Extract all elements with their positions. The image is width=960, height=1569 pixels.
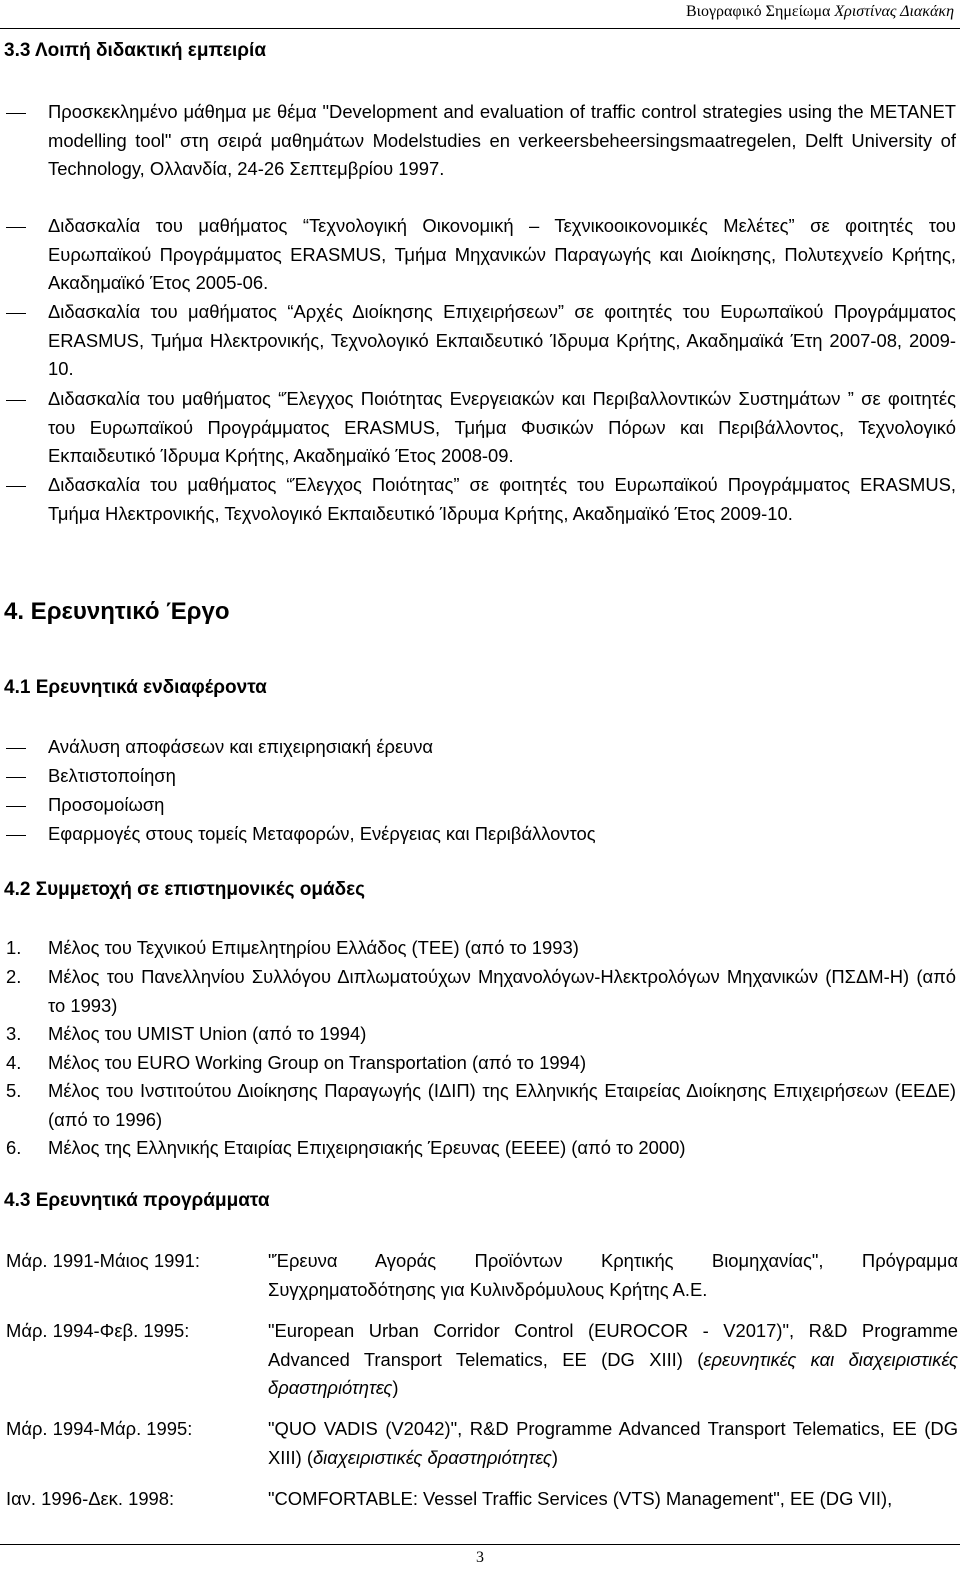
dash-bullet: [6, 486, 26, 487]
project-3: [268, 1415, 958, 1472]
project-4: "COMFORTABLE: Vessel Traffic Services (VTS) Management", ΕΕ (DG VII),: [268, 1488, 893, 1509]
membership-num: 4.: [6, 1052, 22, 1073]
dash-bullet: [6, 227, 26, 228]
project-2: [268, 1317, 958, 1403]
project-2-tail: ): [392, 1377, 399, 1399]
membership-item-5: Μέλος του Ινστιτούτου Διοίκησης Παραγωγής (ΙΔΙΠ) της Ελληνικής Εταιρείας Διοίκησης Επιχειρήσεων (ΕΕΔΕ) (από το 1996): [48, 1080, 956, 1130]
project-date-3: Μάρ. 1994-Μάρ. 1995:: [6, 1418, 193, 1439]
teaching-item-4: Διδασκαλία του μαθήματος “Έλεγχος Ποιότητας Ενεργειακών και Περιβαλλοντικών Συστημάτων ” σε φοιτητές του Ευρωπαϊκού Προγράμματος ERASMUS, Τμήμα Φυσικών Πόρων και Περιβάλλοντος, Τεχνολογικό Εκπαιδευτικό Ίδρυμα Κρήτης, Ακαδημαϊκό Έτος 2008-09.: [48, 388, 956, 467]
section-3-3-title: 3.3 Λοιπή διδακτική εμπειρία: [4, 40, 267, 61]
membership-num: 2.: [6, 966, 22, 987]
membership-num: 3.: [6, 1023, 22, 1044]
running-title-name: Χριστίνας Διακάκη: [834, 3, 954, 20]
project-3-role: διαχειριστικές δραστηριότητες: [312, 1446, 552, 1468]
section-4-title: 4. Ερευνητικό Έργο: [4, 598, 230, 625]
membership-num: 1.: [6, 937, 22, 958]
running-header: [686, 3, 954, 21]
project-2-text: "European Urban Corridor Control (EUROCOR - V2017)", R&D Programme Advanced Transport Telematics, ΕΕ (DG XIII) (: [268, 1320, 958, 1370]
section-4-2-title: 4.2 Συμμετοχή σε επιστημονικές ομάδες: [4, 879, 366, 900]
project-date-4: Ιαν. 1996-Δεκ. 1998:: [6, 1488, 175, 1509]
teaching-item-3: Διδασκαλία του μαθήματος “Αρχές Διοίκησης Επιχειρήσεων” σε φοιτητές του Ευρωπαϊκού Προγράμματος ERASMUS, Τμήμα Ηλεκτρονικής, Τεχνολογικό Εκπαιδευτικό Ίδρυμα Κρήτης, Ακαδημαϊκά Έτη 2007-08, 2009-10.: [48, 301, 956, 380]
project-3-tail: ): [551, 1446, 558, 1468]
membership-item-6: Μέλος της Ελληνικής Εταιρίας Επιχειρησιακής Έρευνας (ΕΕΕΕ) (από το 2000): [48, 1137, 686, 1158]
membership-item-2: Μέλος του Πανελληνίου Συλλόγου Διπλωματούχων Μηχανολόγων-Ηλεκτρολόγων Μηχανικών (ΠΣΔΜ-Η) (από το 1993): [48, 966, 956, 1016]
dash-bullet: [6, 748, 26, 749]
membership-item-1: Μέλος του Τεχνικού Επιμελητηρίου Ελλάδος (ΤΕΕ) (από το 1993): [48, 937, 579, 958]
header-rule: [0, 28, 960, 29]
page-number: 3: [476, 1549, 484, 1566]
section-4-3-title: 4.3 Ερευνητικά προγράμματα: [4, 1190, 270, 1211]
interest-item-2: Βελτιστοποίηση: [48, 765, 176, 786]
dash-bullet: [6, 113, 26, 114]
teaching-item-5: Διδασκαλία του μαθήματος “Έλεγχος Ποιότητας” σε φοιτητές του Ευρωπαϊκού Προγράμματος ERASMUS, Τμήμα Ηλεκτρονικής, Τεχνολογικό Εκπαιδευτικό Ίδρυμα Κρήτης, Ακαδημαϊκό Έτος 2009-10.: [48, 474, 956, 524]
teaching-item-1: Προσκεκλημένο μάθημα με θέμα "Development and evaluation of traffic control strategies using the METANET modelling tool" στη σειρά μαθημάτων Modelstudies en verkeersbeheersingsmaatregelen, Delft University of Technology, Ολλανδία, 24-26 Σεπτεμβρίου 1997.: [48, 101, 956, 180]
membership-num: 5.: [6, 1080, 22, 1101]
running-title-text: Βιογραφικό Σημείωμα: [685, 3, 831, 20]
project-date-1: Μάρ. 1991-Μάιος 1991:: [6, 1250, 200, 1271]
footer-rule: [0, 1544, 960, 1545]
dash-bullet: [6, 835, 26, 836]
interest-item-4: Εφαρμογές στους τομείς Μεταφορών, Ενέργειας και Περιβάλλοντος: [48, 823, 596, 844]
project-1: "Έρευνα Αγοράς Προϊόντων Κρητικής Βιομηχανίας", Πρόγραμμα Συγχρηματοδότησης για Κυλινδρόμυλους Κρήτης Α.Ε.: [268, 1250, 958, 1300]
dash-bullet: [6, 806, 26, 807]
interest-item-1: Ανάλυση αποφάσεων και επιχειρησιακή έρευνα: [48, 736, 434, 757]
membership-item-3: Μέλος του UMIST Union (από το 1994): [48, 1023, 367, 1044]
dash-bullet: [6, 400, 26, 401]
teaching-item-2: Διδασκαλία του μαθήματος “Τεχνολογική Οικονομική – Τεχνικοοικονομικές Μελέτες” σε φοιτητές του Ευρωπαϊκού Προγράμματος ERASMUS, Τμήμα Μηχανικών Παραγωγής και Διοίκησης, Πολυτεχνείο Κρήτης, Ακαδημαϊκό Έτος 2005-06.: [48, 215, 956, 294]
membership-num: 6.: [6, 1137, 22, 1158]
project-2-role: ερευνητικές και διαχειριστικές δραστηριότητες: [268, 1348, 958, 1399]
dash-bullet: [6, 313, 26, 314]
interest-item-3: Προσομοίωση: [48, 794, 165, 815]
project-date-2: Μάρ. 1994-Φεβ. 1995:: [6, 1320, 190, 1341]
section-4-1-title: 4.1 Ερευνητικά ενδιαφέροντα: [4, 677, 267, 698]
dash-bullet: [6, 777, 26, 778]
project-3-text: "QUO VADIS (V2042)", R&D Programme Advanced Transport Telematics, ΕΕ (DG XIII) (: [268, 1418, 958, 1468]
membership-item-4: Μέλος του EURO Working Group on Transportation (από το 1994): [48, 1052, 587, 1073]
